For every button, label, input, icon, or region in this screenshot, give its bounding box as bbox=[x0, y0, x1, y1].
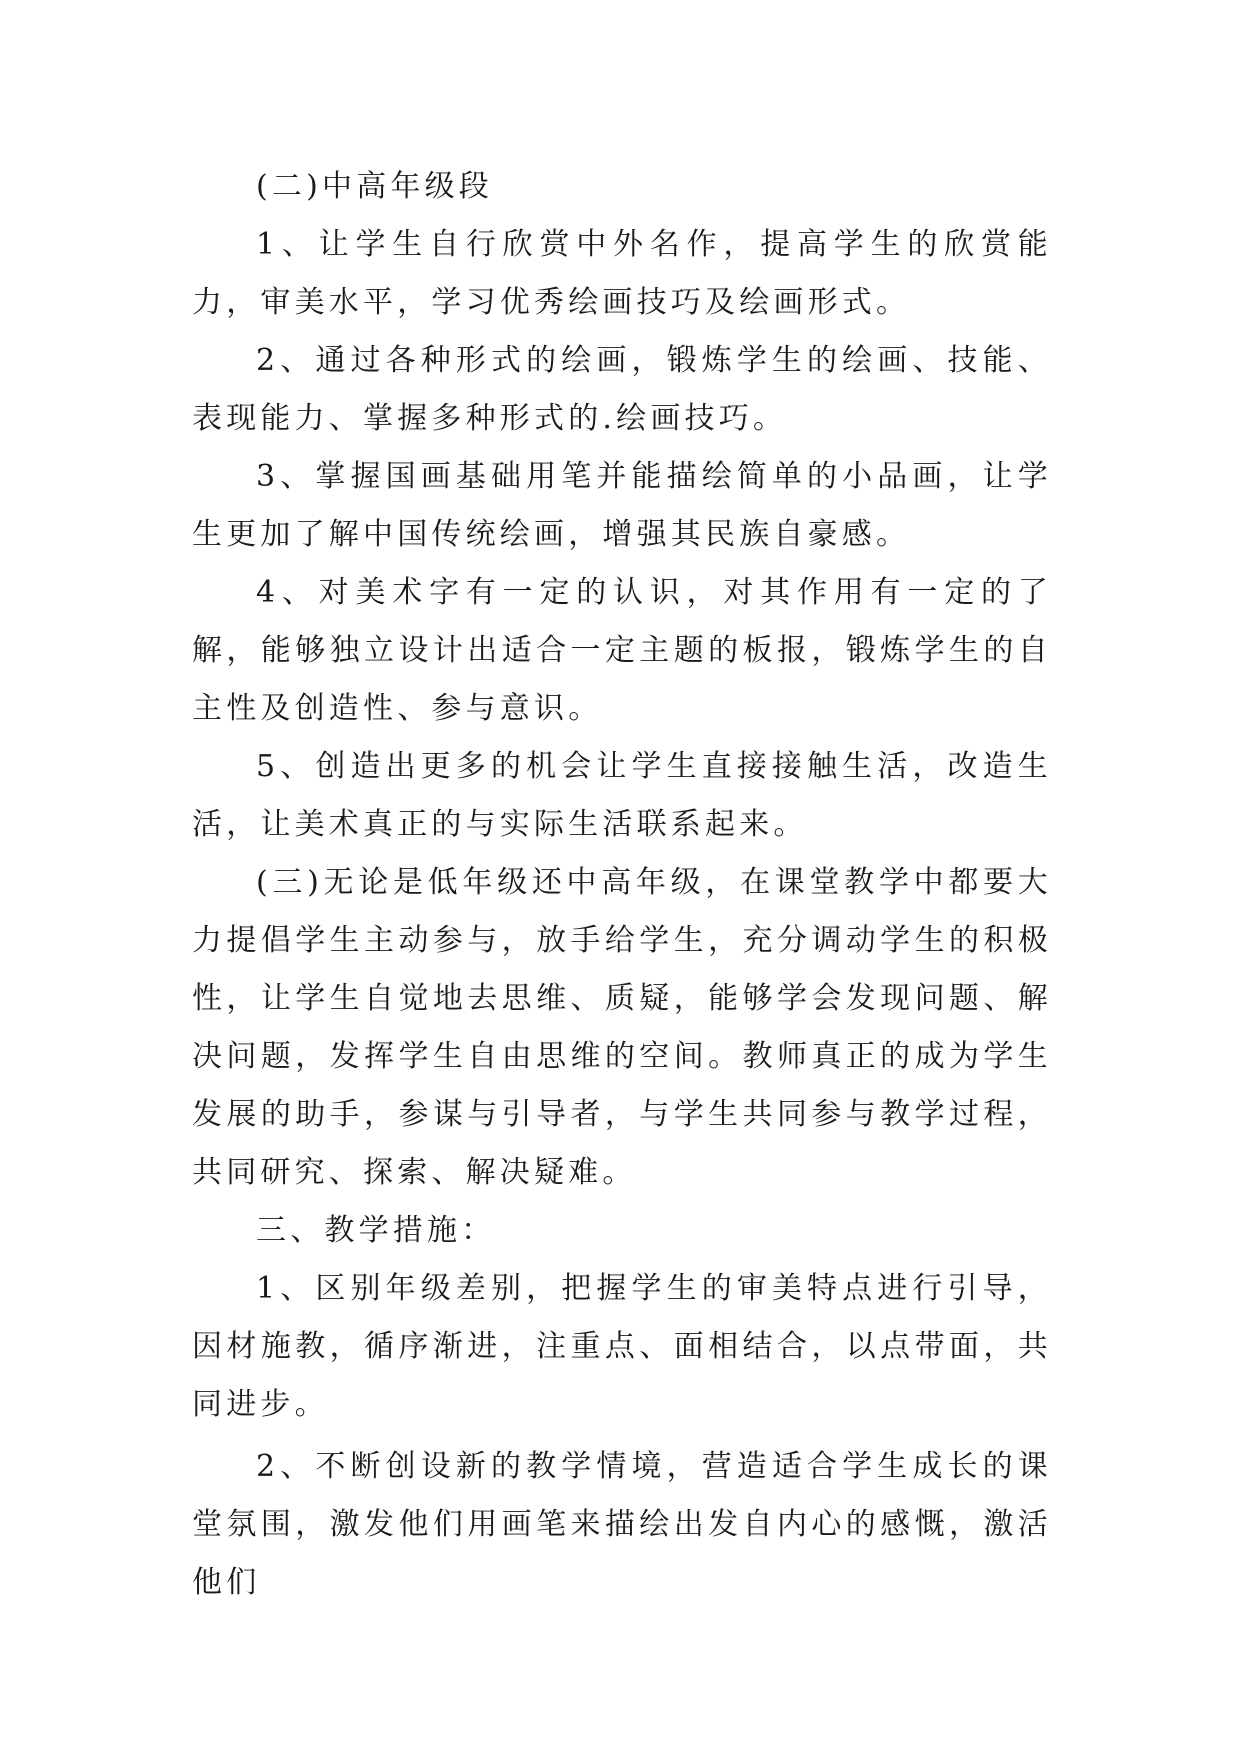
paragraph-item-2: 2、通过各种形式的绘画，锻炼学生的绘画、技能、表现能力、掌握多种形式的.绘画技巧。 bbox=[192, 343, 1052, 436]
paragraph-measure-1: 1、区别年级差别，把握学生的审美特点进行引导，因材施教，循序渐进，注重点、面相结合，以点带面，共同进步。 bbox=[192, 1271, 1052, 1422]
paragraph-item-5: 5、创造出更多的机会让学生直接接触生活，改造生活，让美术真正的与实际生活联系起来。 bbox=[192, 749, 1052, 842]
paragraph-item-1: 1、让学生自行欣赏中外名作，提高学生的欣赏能力，审美水平，学习优秀绘画技巧及绘画形式。 bbox=[192, 227, 1052, 320]
paragraph-measure-2: 2、不断创设新的教学情境，营造适合学生成长的课堂氛围，激发他们用画笔来描绘出发自内心的感慨，激活他们 bbox=[192, 1449, 1052, 1600]
paragraph-measures-heading: 三、教学措施： bbox=[256, 1213, 496, 1248]
paragraph-section-heading-2: (二)中高年级段 bbox=[256, 169, 494, 204]
paragraph-section-3: (三)无论是低年级还中高年级，在课堂教学中都要大力提倡学生主动参与，放手给学生，充分调动学生的积极性，让学生自觉地去思维、质疑，能够学会发现问题、解决问题，发挥学生自由思维的空间。教师真正的成为学生发展的助手，参谋与引导者，与学生共同参与教学过程，共同研究、探索、解决疑难。 bbox=[192, 865, 1052, 1190]
paragraph-item-3: 3、掌握国画基础用笔并能描绘简单的小品画，让学生更加了解中国传统绘画，增强其民族自豪感。 bbox=[192, 459, 1052, 552]
paragraph-item-4: 4、对美术字有一定的认识，对其作用有一定的了解，能够独立设计出适合一定主题的板报，锻炼学生的自主性及创造性、参与意识。 bbox=[192, 575, 1052, 726]
document-body bbox=[192, 158, 1052, 1612]
